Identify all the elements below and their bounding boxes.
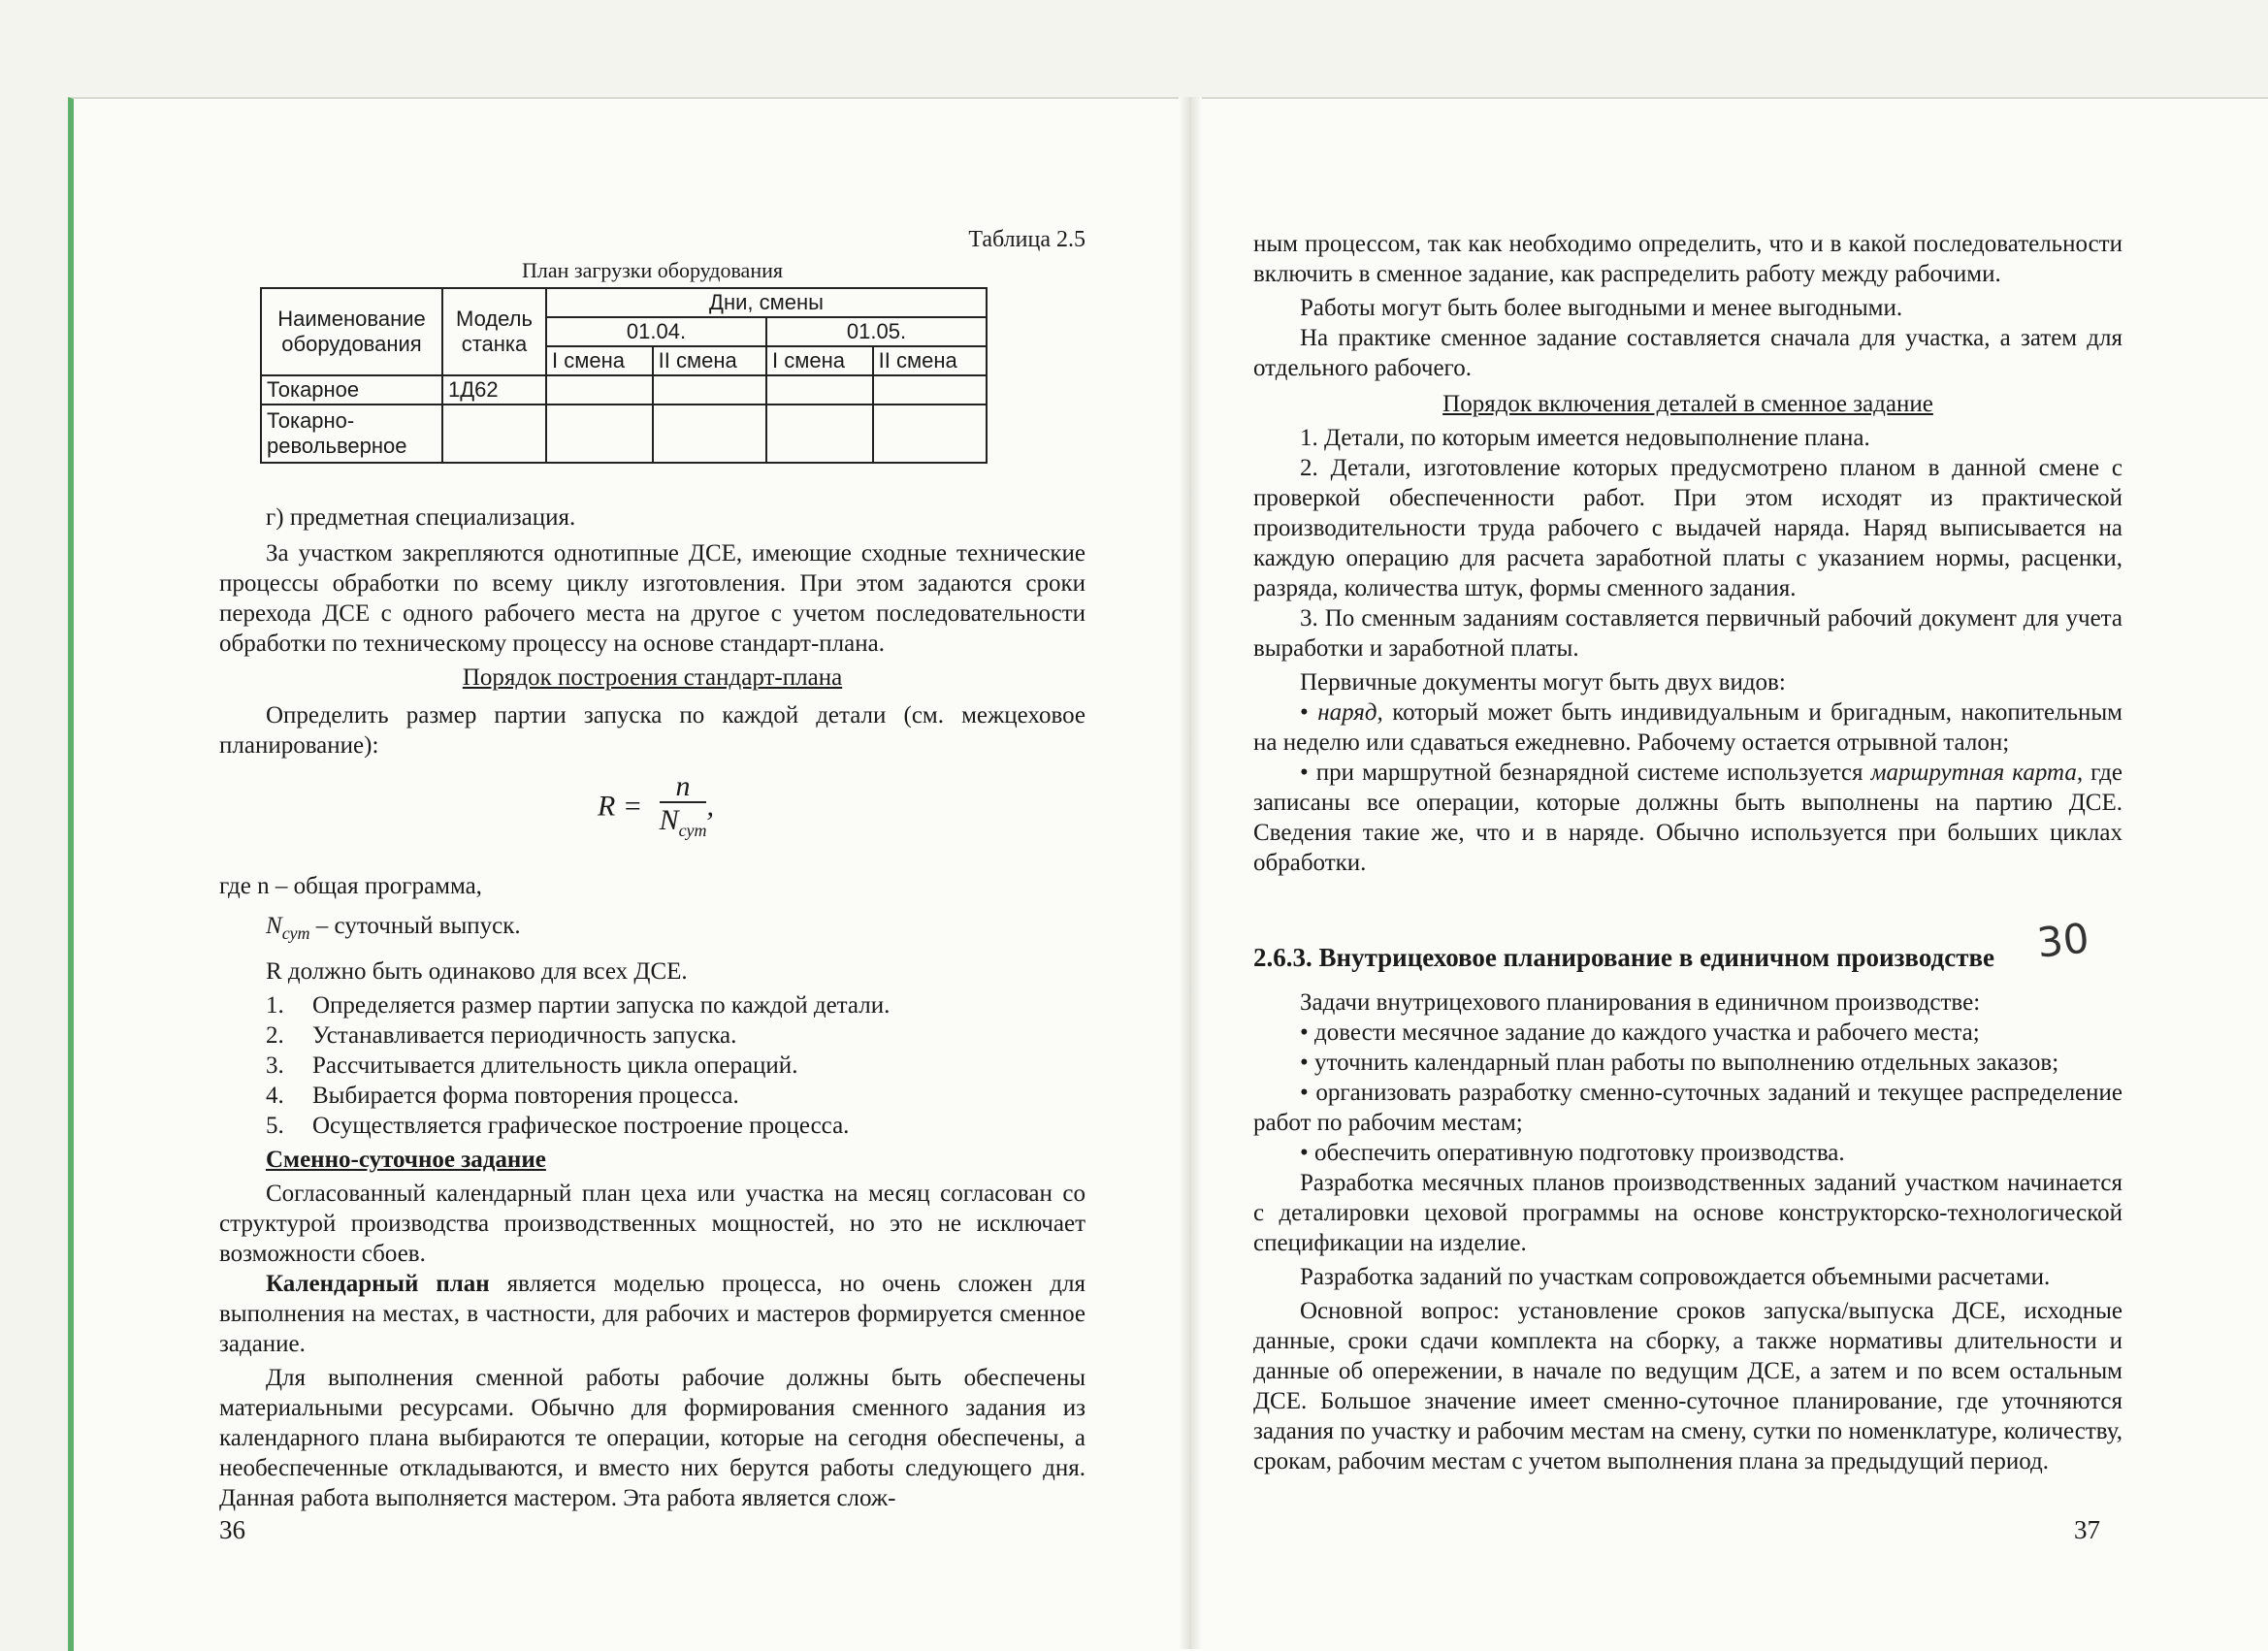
- header-shift: I смена: [766, 346, 873, 375]
- cell-empty: [653, 405, 766, 463]
- paragraph-define-batch: Определить размер партии запуска по каждой детали (см. межцеховое планирование):: [219, 702, 1085, 759]
- term-route-card: маршрутная карта,: [1870, 760, 2084, 786]
- header-shift: II смена: [873, 346, 987, 375]
- paragraph-R-equal: R должно быть одинаково для всех ДСЕ.: [266, 958, 688, 985]
- task-item: • организовать разработку сменно-суточных заданий и текущее распределение работ по рабочим местам;: [1253, 1080, 2122, 1136]
- paragraph-calendar-agreed: Согласованный календарный план цеха или участка на месяц согласован со структурой производства производственных мощностей, но это не исключает возможности сбоев.: [219, 1181, 1085, 1267]
- cell-empty: [766, 405, 873, 463]
- order-item-1: 1. Детали, по которым имеется недовыполнение плана.: [1300, 425, 1870, 451]
- list-text: Устанавливается периодичность запуска.: [312, 1022, 737, 1049]
- right-text-block-2: [1253, 987, 2122, 1476]
- bullet-text: где записаны все операции, которые должны быть выполнены на партию ДСЕ. Сведения такие же, что и в наряде. Обычно используется при больших циклах обработки.: [1253, 760, 2122, 876]
- paragraph-works-profit: Работы могут быть более выгодными и менее выгодными.: [1300, 295, 1903, 321]
- table-row: [261, 405, 987, 463]
- heading-inclusion-order: Порядок включения деталей в сменное задание: [1442, 391, 1933, 417]
- bullet-route-card: [1253, 758, 2122, 878]
- paragraph-primary-docs: Первичные документы могут быть двух видов:: [1300, 669, 1786, 696]
- batch-size-formula: [598, 771, 714, 846]
- list-item: [266, 1051, 1085, 1081]
- bullet-text: • при маршрутной безнарядной системе используется: [1300, 760, 1871, 786]
- equipment-load-table: [260, 287, 988, 464]
- steps-list: [219, 990, 1085, 1141]
- heading-standard-plan: Порядок построения стандарт-плана: [462, 664, 843, 691]
- cell-model: [442, 405, 546, 463]
- right-text-block-1: [1253, 229, 2122, 878]
- bullet-text: который может быть индивидуальным и бригадным, накопительным на неделю или сдаваться ежедневно. Рабочему остается отрывной талон;: [1253, 699, 2122, 756]
- list-text: Рассчитывается длительность цикла операций.: [312, 1052, 798, 1079]
- paragraph-assignment: За участком закрепляются однотипные ДСЕ, имеющие сходные технические процессы обработки по всему циклу изготовления. При этом задаются сроки перехода ДСЕ с одного рабочего места на другое с учетом последовательности обработки по техническому процессу на основе стандарт-плана.: [219, 540, 1085, 657]
- paragraph-practice: На практике сменное задание составляется сначала для участка, а затем для отдельного рабочего.: [1253, 325, 2122, 381]
- list-text: Определяется размер партии запуска по каждой детали.: [312, 992, 891, 1019]
- header-equipment-name: Наименование оборудования: [261, 288, 442, 375]
- list-number: 2.: [266, 1022, 284, 1049]
- cell-empty: [873, 405, 987, 463]
- paragraph-resources: Для выполнения сменной работы рабочие должны быть обеспечены материальными ресурсами. Обычно для формирования сменного задания из календарного плана выбираются те операции, которые на сегодня обеспечены, а необеспеченные откладываются, и вместо них берутся работы следующего дня. Данная работа выполняется мастером. Эта работа является слож-: [219, 1365, 1085, 1511]
- header-days-shifts: Дни, смены: [546, 288, 987, 317]
- cell-equipment: Токарное: [261, 375, 442, 405]
- where-N-subscript: сут: [281, 923, 310, 943]
- formula-comma: ,: [706, 790, 714, 823]
- where-N-text: – суточный выпуск.: [309, 913, 521, 939]
- paragraph-main-question: Основной вопрос: установление сроков запуска/выпуска ДСЕ, исходные данные, сроки сдачи комплекта на сборку, а также нормативы длительности и данные об опережении, в начале по ведущим ДСЕ, а затем и по всем остальным ДСЕ. Большое значение имеет сменно-суточное планирование, где уточняются задания по участку и рабочим местам на смену, сутки по номенклатуре, количеству, срокам, рабочим местам с учетом выполнения плана за предыдущий период.: [1253, 1298, 2122, 1474]
- book-gutter: [1179, 97, 1202, 1649]
- list-text: Осуществляется графическое построение процесса.: [312, 1113, 850, 1139]
- paragraph-specialization: г) предметная специализация.: [266, 504, 576, 531]
- list-number: 3.: [266, 1052, 284, 1079]
- list-number: 1.: [266, 992, 284, 1019]
- formula-denominator: [660, 803, 707, 846]
- list-number: 5.: [266, 1113, 284, 1139]
- cell-empty: [766, 375, 873, 405]
- formula-fraction: [660, 771, 707, 846]
- left-text-block-1: [219, 502, 1085, 761]
- cell-empty: [546, 375, 653, 405]
- cell-model: 1Д62: [442, 375, 546, 405]
- paragraph-tasks-intro: Задачи внутрицехового планирования в единичном производстве:: [1300, 989, 1981, 1016]
- where-N-symbol: N: [266, 913, 282, 939]
- paragraph-continuation: ным процессом, так как необходимо определить, что и в какой последовательности включить в сменное задание, как распределить работу между рабочими.: [1253, 231, 2122, 287]
- cell-empty: [546, 405, 653, 463]
- paragraph-calendar-model: [219, 1269, 1085, 1359]
- formula-den-subscript: сут: [678, 821, 707, 840]
- header-date-2: 01.05.: [766, 317, 987, 346]
- formula-numerator: n: [660, 771, 707, 803]
- calendar-plan-text: является моделью процесса, но очень сложен для выполнения на местах, в частности, для рабочих и мастеров формируется сменное задание.: [219, 1271, 1086, 1357]
- paragraph-development: Разработка заданий по участкам сопровождается объемными расчетами.: [1300, 1264, 2051, 1290]
- order-item-3: 3. По сменным заданиям составляется первичный рабочий документ для учета выработки и заработной платы.: [1253, 605, 2122, 662]
- list-number: 4.: [266, 1083, 284, 1109]
- page-number-right: 37: [2074, 1515, 2100, 1544]
- header-machine-model: Модель станка: [442, 288, 546, 375]
- task-item: • уточнить календарный план работы по выполнению отдельных заказов;: [1300, 1050, 2059, 1076]
- list-item: [266, 1081, 1085, 1111]
- cell-equipment: Токарно-револьверное: [261, 405, 442, 463]
- where-n-daily: [219, 911, 1085, 949]
- calendar-plan-term: Календарный план: [266, 1271, 490, 1297]
- table-row: [261, 375, 987, 405]
- header-date-1: 01.04.: [546, 317, 766, 346]
- table-title: План загрузки оборудования: [522, 258, 783, 282]
- list-text: Выбирается форма повторения процесса.: [312, 1083, 739, 1109]
- left-text-block-2: [219, 871, 1085, 1513]
- paragraph-monthly-plans: Разработка месячных планов производственных заданий участком начинается с деталировки цеховой программы на основе конструкторско-технологической спецификации на изделие.: [1253, 1170, 2122, 1256]
- cell-empty: [653, 375, 766, 405]
- term-naryad: наряд,: [1317, 699, 1383, 726]
- page-number-left: 36: [219, 1515, 245, 1544]
- list-item: [266, 990, 1085, 1020]
- bullet-marker: •: [1300, 699, 1318, 726]
- task-item: • довести месячное задание до каждого участка и рабочего места;: [1300, 1020, 1980, 1046]
- header-shift: I смена: [546, 346, 653, 375]
- header-shift: II смена: [653, 346, 766, 375]
- list-item: [266, 1020, 1085, 1051]
- bullet-work-order: [1253, 697, 2122, 758]
- list-item: [266, 1111, 1085, 1141]
- order-item-2: 2. Детали, изготовление которых предусмотрено планом в данной смене с проверкой обеспеченности работ. При этом исходят из практической производительности труда рабочего с выдачей наряда. Наряд выписывается на каждую операцию для расчета заработной платы с указанием нормы, расценки, разряда, количества штук, формы сменного задания.: [1253, 455, 2122, 601]
- where-n: где n – общая программа,: [219, 873, 482, 899]
- section-heading: 2.6.3. Внутрицеховое планирование в единичном производстве: [1253, 943, 1995, 972]
- table-number: Таблица 2.5: [968, 227, 1085, 252]
- formula-den-symbol: N: [659, 804, 679, 836]
- heading-shift-task: Сменно-суточное задание: [266, 1147, 546, 1173]
- formula-lhs: R =: [598, 790, 643, 823]
- cell-empty: [873, 375, 987, 405]
- task-item: • обеспечить оперативную подготовку производства.: [1300, 1140, 1845, 1166]
- handwritten-note: 30: [2034, 914, 2091, 967]
